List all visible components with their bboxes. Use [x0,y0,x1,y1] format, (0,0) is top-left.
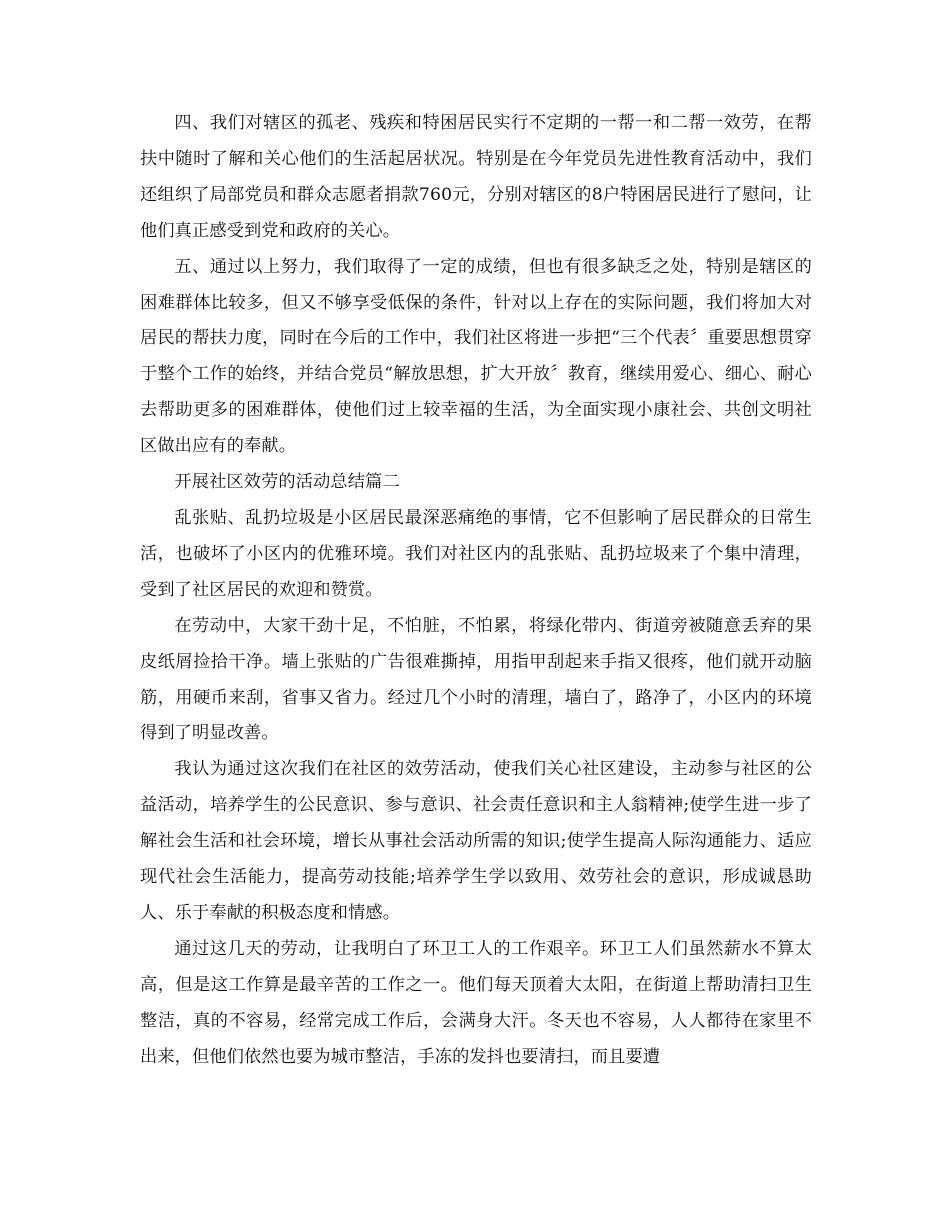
paragraph-five: 五、通过以上努力，我们取得了一定的成绩，但也有很多缺乏之处，特别是辖区的困难群体比较多，但又不够享受低保的条件，针对以上存在的实际问题，我们将加大对居民的帮扶力度，同时在今后的工作中，我们社区将进一步把“三个代表〞重要思想贯穿于整个工作的始终，并结合党员“解放思想，扩大开放〞教育，继续用爱心、细心、耐心去帮助更多的困难群体，使他们过上较幸福的生活，为全面实现小康社会、共创文明社区做出应有的奉献。 [140,256,812,457]
paragraph-labor: 在劳动中，大家干劲十足，不怕脏，不怕累，将绿化带内、街道旁被随意丢弃的果皮纸屑捡拾干净。墙上张贴的广告很难撕掉，用指甲刮起来手指又很疼，他们就开动脑筋，用硬币来刮，省事又省力。经过几个小时的清理，墙白了，路净了，小区内的环境得到了明显改善。 [140,615,812,744]
paragraph-littering: 乱张贴、乱扔垃圾是小区居民最深恶痛绝的事情，它不但影响了居民群众的日常生活，也破坏了小区内的优雅环境。我们对社区内的乱张贴、乱扔垃圾来了个集中清理，受到了社区居民的欢迎和赞赏。 [140,507,812,600]
paragraph-reflection: 我认为通过这次我们在社区的效劳活动，使我们关心社区建设，主动参与社区的公益活动，培养学生的公民意识、参与意识、社会责任意识和主人翁精神;使学生进一步了解社会生活和社会环境，增长从事社会活动所需的知识;使学生提高人际沟通能力、适应现代社会生活能力，提高劳动技能;培养学生学以致用、效劳社会的意识，形成诚恳助人、乐于奉献的积极态度和情感。 [140,759,812,923]
paragraph-sanitation-workers: 通过这几天的劳动，让我明白了环卫工人的工作艰辛。环卫工人们虽然薪水不算太高，但是这工作算是最辛苦的工作之一。他们每天顶着大太阳，在街道上帮助清扫卫生整洁，真的不容易，经常完成工作后，会满身大汗。冬天也不容易，人人都待在家里不出来，但他们依然也要为城市整洁，手冻的发抖也要清扫，而且要遭 [140,938,812,1067]
document-page [140,106,812,1075]
paragraph-four: 四、我们对辖区的孤老、残疾和特困居民实行不定期的一帮一和二帮一效劳，在帮扶中随时了解和关心他们的生活起居状况。特别是在今年党员先进性教育活动中，我们还组织了局部党员和群众志愿者捐款760元，分别对辖区的8户特困居民进行了慰问，让他们真正感受到党和政府的关心。 [140,113,812,241]
section-title: 开展社区效劳的活动总结篇二 [174,472,400,493]
